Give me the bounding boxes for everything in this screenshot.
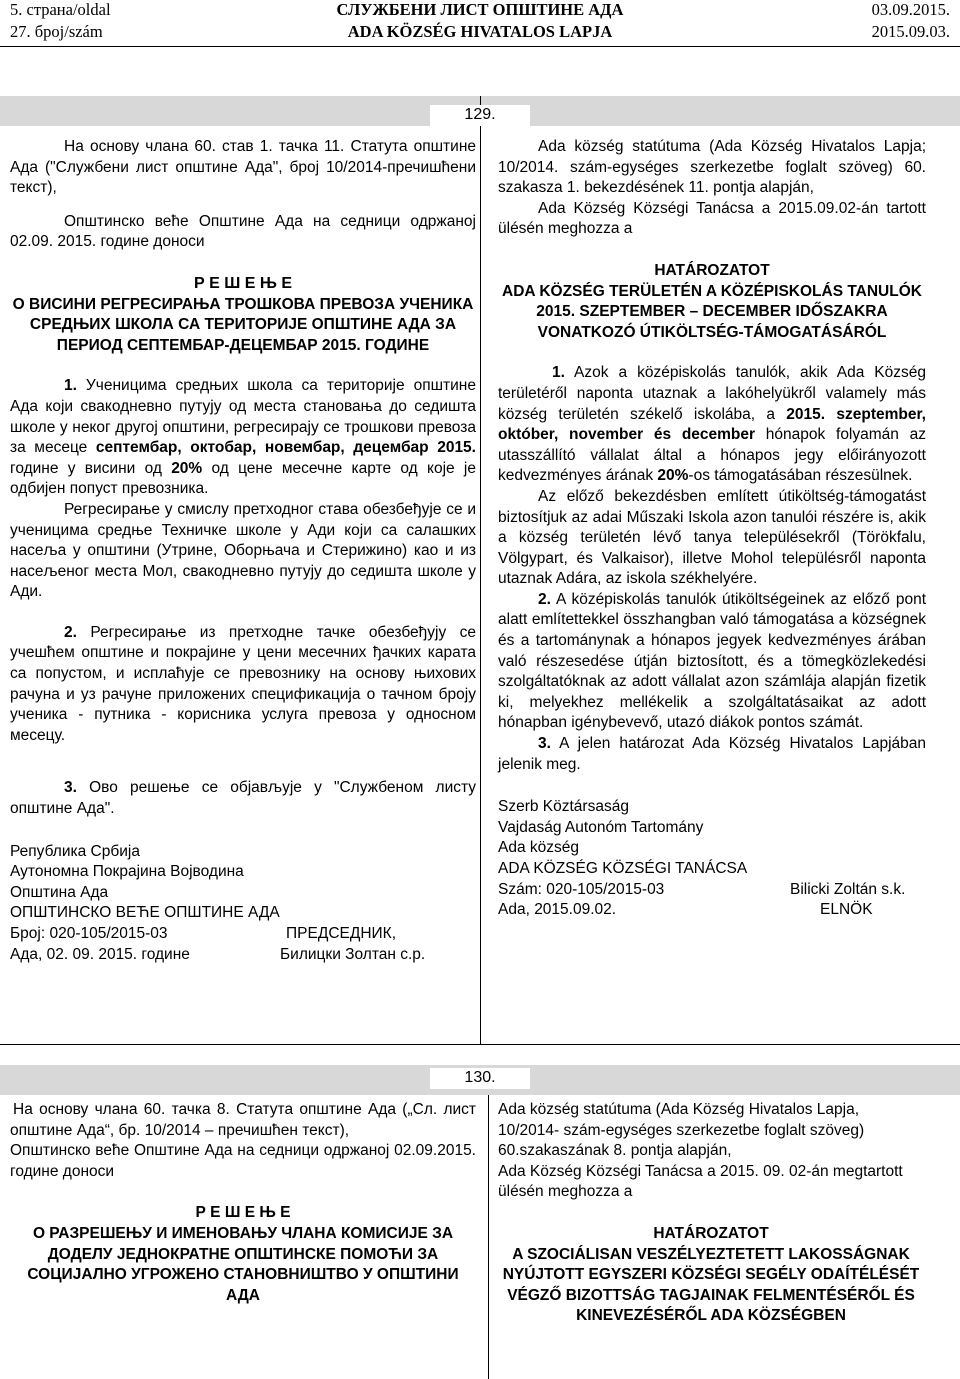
p2-text-hu: A középiskolás tanulók útiköltségeinek az előző pont alatt említettekkel összhangban való támogatása a községnek és a tartománynak a hónapos jegyek kedvezményes árában való részesedése útján biztosított, és a tömegközlekedési szolgáltatóknak az adott vállalat azon számlája alapján fizetik ki, melyekhez mellékelik a szolgáltatásaikat az adott hónapban igénybevevő, utazó diákok pontos számát. bbox=[498, 590, 926, 732]
section-129-hungarian bbox=[498, 137, 926, 921]
p1-text-a: Ученицима средњих школа са територије општине Ада који свакодневно путују од места становања до седишта школе у неког другој општини, регресирају се трошкови превоза за месеце bbox=[10, 377, 476, 457]
paragraph-1b-hu: Az előző bekezdésben említett útiköltség-támogatást biztosítjuk az adai Műszaki Iskola azon tanulói részére is, akik a község területén lévő tanya településekről (Törökfalu, Völgypart, és Valkaisor), illetve Mohol településről naponta utaznak Adára, az iskola székhelyére. bbox=[498, 487, 926, 588]
page-number: 5. страна/oldal bbox=[10, 0, 111, 19]
intro-sr: На основу члана 60. став 1. тачка 11. Статута општине Ада ("Службени лист општине Ада", број 10/2014-пречишћени текст), bbox=[10, 138, 476, 197]
footer-province-hu: Vajdaság Autonóm Tartomány bbox=[498, 818, 704, 836]
footer-council-sr: ОПШТИНСКО ВЕЋЕ ОПШТИНЕ АДА bbox=[10, 904, 280, 922]
footer-republic-hu: Szerb Köztársaság bbox=[498, 798, 629, 816]
decision-heading-130-hu: HATÁROZATOT bbox=[653, 1224, 769, 1242]
footer-municipality-sr: Општина Ада bbox=[10, 883, 109, 901]
header-divider bbox=[0, 46, 960, 47]
signature-block-hu bbox=[498, 797, 926, 921]
p1-percent: 20% bbox=[171, 459, 203, 477]
decision-title-hu: ADA KÖZSÉG TERÜLETÉN A KÖZÉPISKOLÁS TANULÓK 2015. SZEPTEMBER – DECEMBER IDŐSZAKRA VONATKOZÓ ÚTIKÖLTSÉG-TÁMOGATÁSÁRÓL bbox=[502, 282, 922, 341]
p3-number-hu: 3. bbox=[538, 735, 551, 753]
paragraph-1-sr bbox=[10, 376, 476, 500]
section-divider bbox=[0, 1044, 960, 1045]
p1-text-a-hu: Azok a középiskolás tanulók, akik Ada Község területéről naponta utaznak a lakóhelyükről valamely más község területén székelő iskolába, a bbox=[498, 364, 926, 423]
footer-date-row-hu bbox=[498, 900, 926, 921]
p1-months: септембар, октобар, новембар, децембар 2015. bbox=[95, 439, 476, 457]
intro2-130-hu: Ada Község Községi Tanácsa a 2015. 09. 02-án megtartott ülésén meghozza a bbox=[498, 1162, 903, 1201]
section-130-serbian bbox=[10, 1100, 476, 1306]
p2-number: 2. bbox=[64, 623, 77, 641]
intro-hu: Ada község statútuma (Ada Község Hivatalos Lapja; 10/2014. szám-egységes szerkezetbe foglalt szöveg) 60. szakasza 1. bekezdésének 11. pontja alapján, bbox=[498, 138, 926, 197]
footer-province-sr: Аутономна Покрајина Војводина bbox=[10, 863, 244, 881]
reference-number-hu: Szám: 020-105/2015-03 bbox=[498, 880, 665, 898]
section-130-column-divider bbox=[488, 1095, 489, 1379]
place-date-sr: Ада, 02. 09. 2015. године bbox=[10, 945, 190, 963]
paragraph-2-hu bbox=[498, 590, 926, 734]
footer-date-row-sr bbox=[10, 945, 476, 966]
section-130-number: 130. bbox=[430, 1068, 530, 1089]
p2-text: Регресирање из претходне тачке обезбеђују се учешћем општине и покрајине у цени месечних ђачких карата са попустом, и исплаћује се превознику на основу њихових рачуна и уз рачуне приложених спецификација о тачном броју ученика - путника - корисника услуга превоза у односном месецу. bbox=[10, 623, 476, 744]
intro-130-sr: На основу члана 60. тачка 8. Статута општине Ада („Сл. лист општине Ада“, бр. 10/2014 – пречишћен текст), bbox=[10, 1101, 476, 1139]
p3-text-hu: A jelen határozat Ada Község Hivatalos Lapjában jelenik meg. bbox=[498, 735, 926, 773]
p1-percent-hu: 20% bbox=[657, 467, 689, 485]
section-130-hungarian bbox=[498, 1100, 924, 1327]
p1-months-hu: 2015. szeptember, október, november és december bbox=[498, 405, 926, 444]
paragraph-3-sr bbox=[10, 778, 476, 819]
issue-date-hu: 2015.09.03. bbox=[871, 22, 950, 41]
page-header bbox=[0, 0, 960, 46]
p3-number: 3. bbox=[64, 779, 77, 797]
p1-text-e: од цене месечне карте од које је одбијен попуст превозника. bbox=[10, 459, 476, 498]
intro2-sr: Општинско веће Општине Ада на седници одржаној 02.09. 2015. године доноси bbox=[10, 212, 476, 251]
paragraph-1-hu bbox=[498, 363, 926, 487]
p1-text-c-hu: hónapok folyamán az utasszállító vállalat által a hónapos jegy előirányozott kedvezményes árának bbox=[498, 426, 927, 485]
intro-130-hu: Ada község statútuma (Ada Község Hivatalos Lapja, 10/2014- szám-egységes szerkezetbe foglalt szöveg) 60.szakaszának 8. pontja alapján, bbox=[498, 1101, 865, 1160]
reference-number-sr: Број: 020-105/2015-03 bbox=[10, 925, 168, 942]
footer-number-row-sr bbox=[10, 924, 476, 945]
paragraph-3-hu bbox=[498, 734, 926, 775]
decision-heading-hu: HATÁROZATOT bbox=[654, 261, 770, 279]
p1-number: 1. bbox=[64, 377, 77, 395]
publication-title-hu: ADA KÖZSÉG HIVATALOS LAPJA bbox=[347, 22, 613, 41]
section-129-column-divider bbox=[480, 96, 481, 1044]
decision-title-130-sr: О РАЗРЕШЕЊУ И ИМЕНОВАЊУ ЧЛАНА КОМИСИЈЕ ЗА ДОДЕЛУ ЈЕДНОКРАТНЕ ОПШТИНСКЕ ПОМОЋИ ЗА СОЦИЈАЛНО УГРОЖЕНО СТАНОВНИШТВО У ОПШТИНИ АДА bbox=[27, 1224, 459, 1304]
paragraph-2-sr bbox=[10, 623, 476, 747]
president-label-hu: ELNÖK bbox=[820, 901, 873, 919]
p2-number-hu: 2. bbox=[538, 590, 551, 608]
footer-number-row-hu bbox=[498, 880, 926, 901]
footer-republic-sr: Република Србија bbox=[10, 842, 140, 860]
signatory-sr: Билицки Золтан с.р. bbox=[280, 945, 426, 963]
p3-text: Ово решење се објављује у "Службеном листу општине Ада". bbox=[10, 779, 476, 818]
decision-heading-130-sr: Р Е Ш Е Њ Е bbox=[195, 1204, 291, 1222]
footer-municipality-hu: Ada község bbox=[498, 839, 579, 857]
decision-title-sr: О ВИСИНИ РЕГРЕСИРАЊА ТРОШКОВА ПРЕВОЗА УЧЕНИКА СРЕДЊИХ ШКОЛА СА ТЕРИТОРИЈЕ ОПШТИНЕ АДА ЗА ПЕРИОД СЕПТЕМБАР-ДЕЦЕМБАР 2015. ГОДИНЕ bbox=[12, 295, 474, 354]
issue-date-block bbox=[872, 0, 950, 43]
p1-text-c: године у висини од bbox=[10, 459, 172, 477]
section-129-number: 129. bbox=[430, 105, 530, 126]
p1-number-hu: 1. bbox=[552, 364, 565, 382]
footer-council-hu: ADA KÖZSÉG KÖZSÉGI TANÁCSA bbox=[498, 860, 748, 877]
p1-text-e-hu: -os támogatásában részesülnek. bbox=[688, 467, 913, 485]
paragraph-1b-sr: Регресирање у смислу претходног става обезбеђује се и ученицима средње Техничке школе у Ади који са салашких насеља у општини (Утрине, Оборњача и Стерижино) као и из насељеног места Мол, свакодневно путују до седишта школе у Ади. bbox=[10, 500, 476, 601]
signatory-hu: Bilicki Zoltán s.k. bbox=[790, 880, 906, 898]
intro2-hu: Ada Község Községi Tanácsa a 2015.09.02-án tartott ülésén meghozza a bbox=[498, 199, 926, 238]
signature-block-sr bbox=[10, 842, 476, 966]
decision-title-130-hu: A SZOCIÁLISAN VESZÉLYEZTETETT LAKOSSÁGNAK NYÚJTOTT EGYSZERI KÖZSÉGI SEGÉLY ODAÍTÉLÉSÉT VÉGZŐ BIZOTTSÁG TAGJAINAK FELMENTÉSÉRŐL ÉS KINEVEZÉSÉRŐL ADA KÖZSÉGBEN bbox=[502, 1245, 920, 1325]
section-129-serbian bbox=[10, 137, 476, 965]
intro2-130-sr: Општинско веће Општине Ада на седници одржаној 02.09.2015. године доноси bbox=[10, 1142, 476, 1180]
issue-number: 27. број/szám bbox=[10, 22, 103, 41]
publication-title-sr: СЛУЖБЕНИ ЛИСТ ОПШТИНЕ АДА bbox=[336, 0, 624, 19]
issue-date-sr: 03.09.2015. bbox=[871, 0, 950, 19]
place-date-hu: Ada, 2015.09.02. bbox=[498, 901, 617, 919]
publication-title-block bbox=[0, 0, 960, 43]
president-label-sr: ПРЕДСЕДНИК, bbox=[286, 925, 397, 942]
decision-heading-sr: Р Е Ш Е Њ Е bbox=[194, 274, 292, 292]
